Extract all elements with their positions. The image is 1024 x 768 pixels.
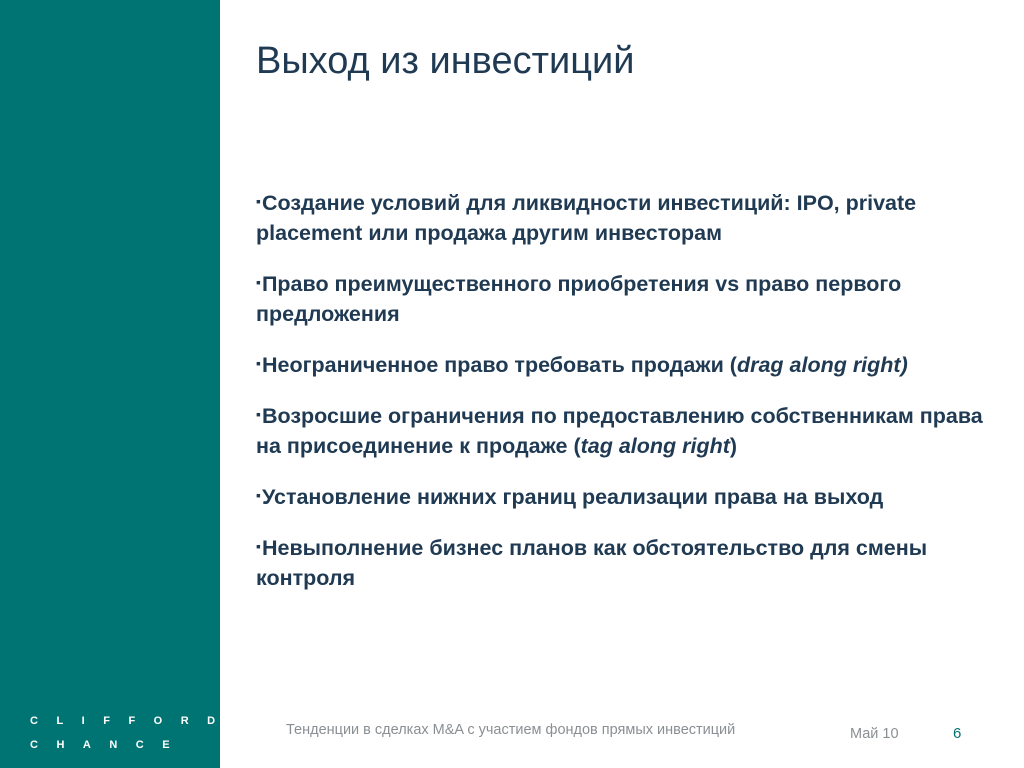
bullet-text: Право преимущественного приобретения vs право первого предложения [256, 272, 902, 326]
bullet-item-exit-floor [256, 480, 986, 512]
logo-line-clifford: CLIFFORD [30, 715, 234, 727]
bullet-italic-term: tag along right [580, 434, 730, 458]
clifford-chance-logo [30, 714, 234, 762]
page-number: 6 [953, 725, 962, 742]
bullet-text: Установление нижних границ реализации права на выход [261, 485, 884, 509]
bullet-text: Неограниченное право требовать продажи ( [261, 353, 737, 377]
bullet-italic-term: drag along right) [736, 353, 908, 377]
bullet-marker: ▪ [256, 487, 261, 503]
sidebar-band [0, 0, 234, 768]
bullet-list [256, 186, 986, 612]
bullet-item-tag-along [256, 399, 986, 461]
bullet-item-change-of-control [256, 531, 986, 593]
footer-date: Май 10 [850, 726, 899, 742]
bullet-marker: ▪ [256, 193, 261, 209]
bullet-marker: ▪ [256, 274, 261, 290]
logo-line-chance: CHANCE [30, 739, 189, 751]
bullet-marker: ▪ [256, 355, 261, 371]
bullet-item-drag-along [256, 348, 986, 380]
bullet-marker: ▪ [256, 406, 261, 422]
slide-title: Выход из инвестиций [256, 40, 635, 82]
bullet-marker: ▪ [256, 538, 261, 554]
footer-presentation-title: Тенденции в сделках M&A с участием фондов прямых инвестиций [286, 722, 736, 738]
bullet-text: Возросшие ограничения по предоставлению собственникам права на присоединение к продаже ( [256, 404, 983, 458]
bullet-item-liquidity [256, 186, 986, 248]
bullet-text-tail: ) [729, 434, 738, 458]
bullet-item-preemption [256, 267, 986, 329]
bullet-text: Невыполнение бизнес планов как обстоятельство для смены контроля [256, 536, 928, 590]
bullet-text: Создание условий для ликвидности инвестиций: IPO, private placement или продажа другим инвесторам [256, 191, 917, 245]
